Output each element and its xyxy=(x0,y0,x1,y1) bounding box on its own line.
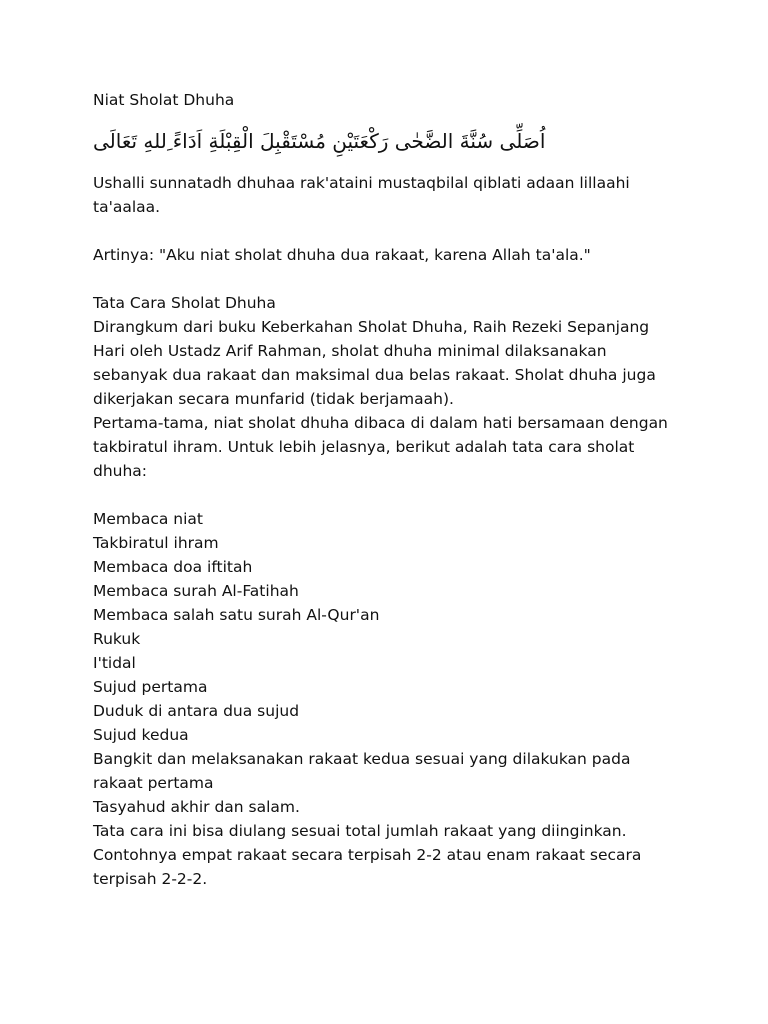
meaning-line: Artinya: "Aku niat sholat dhuha dua rakaat, karena Allah ta'ala." xyxy=(93,246,591,264)
closing-paragraph xyxy=(93,819,683,891)
step-item: I'tidal xyxy=(93,654,136,672)
transliteration-paragraph xyxy=(93,171,683,219)
transliteration-line: ta'aalaa. xyxy=(93,198,161,216)
closing-line: terpisah 2-2-2. xyxy=(93,870,208,888)
closing-line: Contohnya empat rakaat secara terpisah 2-2 atau enam rakaat secara xyxy=(93,846,642,864)
intro-line: Hari oleh Ustadz Arif Rahman, sholat dhuha minimal dilaksanakan xyxy=(93,342,607,360)
step-item: Takbiratul ihram xyxy=(93,534,219,552)
intro-line: sebanyak dua rakaat dan maksimal dua belas rakaat. Sholat dhuha juga xyxy=(93,366,656,384)
step-item: Duduk di antara dua sujud xyxy=(93,702,300,720)
step-item: Rukuk xyxy=(93,630,141,648)
step-item: Membaca salah satu surah Al-Qur'an xyxy=(93,606,380,624)
meaning-paragraph xyxy=(93,243,683,267)
closing-line: Tata cara ini bisa diulang sesuai total jumlah rakaat yang diinginkan. xyxy=(93,822,627,840)
step-item: Membaca surah Al-Fatihah xyxy=(93,582,299,600)
intro-line: takbiratul ihram. Untuk lebih jelasnya, berikut adalah tata cara sholat xyxy=(93,438,635,456)
step-item: Membaca niat xyxy=(93,510,203,528)
intro-line: dhuha: xyxy=(93,462,148,480)
section-heading: Tata Cara Sholat Dhuha xyxy=(93,294,276,312)
arabic-niat-text: اُصَلِّى سُنَّةَ الضَّحٰى رَكْعَتَيْنِ مُسْتَقْبِلَ الْقِبْلَةِ اَدَاءً ِللهِ تَعَالَى xyxy=(93,129,546,153)
step-item: Sujud kedua xyxy=(93,726,189,744)
transliteration-line: Ushalli sunnatadh dhuhaa rak'ataini mustaqbilal qiblati adaan lillaahi xyxy=(93,174,630,192)
step-item: Sujud pertama xyxy=(93,678,208,696)
steps-list xyxy=(93,507,683,819)
document-body xyxy=(93,88,683,891)
step-item: rakaat pertama xyxy=(93,774,214,792)
step-item: Tasyahud akhir dan salam. xyxy=(93,798,300,816)
intro-line: dikerjakan secara munfarid (tidak berjamaah). xyxy=(93,390,454,408)
intro-paragraph xyxy=(93,315,683,483)
step-item: Membaca doa iftitah xyxy=(93,558,253,576)
step-item: Bangkit dan melaksanakan rakaat kedua sesuai yang dilakukan pada xyxy=(93,750,631,768)
document-title: Niat Sholat Dhuha xyxy=(93,91,235,109)
intro-line: Pertama-tama, niat sholat dhuha dibaca di dalam hati bersamaan dengan xyxy=(93,414,668,432)
intro-line: Dirangkum dari buku Keberkahan Sholat Dhuha, Raih Rezeki Sepanjang xyxy=(93,318,650,336)
